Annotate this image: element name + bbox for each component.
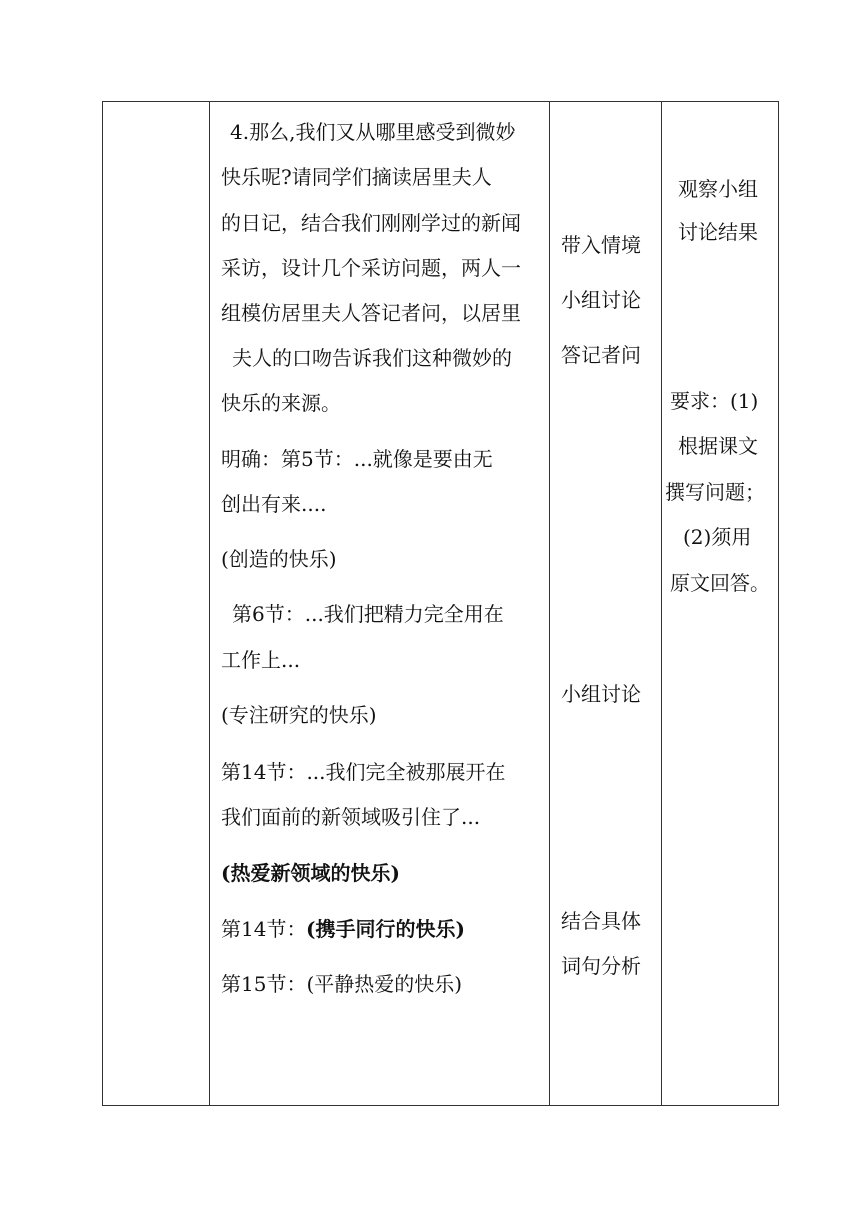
content-line: 第6节：...我们把精力完全用在 [232, 602, 504, 626]
student-line: 小组讨论 [561, 682, 641, 706]
content-line: 第15节：(平静热爱的快乐) [221, 972, 463, 996]
student-line: 词句分析 [561, 954, 641, 978]
content-line: 第14节： [221, 917, 307, 941]
content-line: 夫人的口吻告诉我们这种微妙的 [232, 346, 512, 370]
content-line: 4.那么,我们又从哪里感受到微妙 [230, 120, 516, 144]
intent-line: 撰写问题； [665, 480, 765, 504]
student-line: 结合具体 [561, 909, 641, 933]
content-line: 我们面前的新领域吸引住了... [221, 805, 481, 829]
content-line: 采访，设计几个采访问题，两人一 [221, 256, 521, 280]
content-line: (热爱新领域的快乐) [221, 861, 400, 885]
student-line: 小组讨论 [561, 288, 641, 312]
content-line: 快乐的来源。 [221, 391, 341, 415]
content-line: 工作上... [221, 648, 301, 672]
content-line: 的日记，结合我们刚刚学过的新闻 [221, 211, 521, 235]
student-line: 答记者问 [561, 343, 641, 367]
intent-line: (2)须用 [683, 525, 752, 549]
column-divider [549, 102, 550, 1105]
column-divider [661, 102, 662, 1105]
content-line: (专注研究的快乐) [221, 703, 377, 727]
intent-line: 观察小组 [678, 177, 758, 201]
content-line: 第14节：...我们完全被那展开在 [221, 760, 506, 784]
student-line: 带入情境 [561, 233, 641, 257]
intent-line: 根据课文 [678, 434, 758, 458]
content-line: 快乐呢?请同学们摘读居里夫人 [221, 165, 492, 189]
column-divider [209, 102, 210, 1105]
intent-line: 原文回答。 [670, 571, 770, 595]
content-line: 明确：第5节：...就像是要由无 [221, 447, 493, 471]
content-line: 组模仿居里夫人答记者问，以居里 [221, 301, 521, 325]
intent-line: 要求：(1) [670, 389, 759, 413]
content-line: 创出有来.... [221, 492, 327, 516]
intent-line: 讨论结果 [678, 220, 758, 244]
content-line: (创造的快乐) [221, 547, 337, 571]
content-line: (携手同行的快乐) [306, 917, 465, 941]
